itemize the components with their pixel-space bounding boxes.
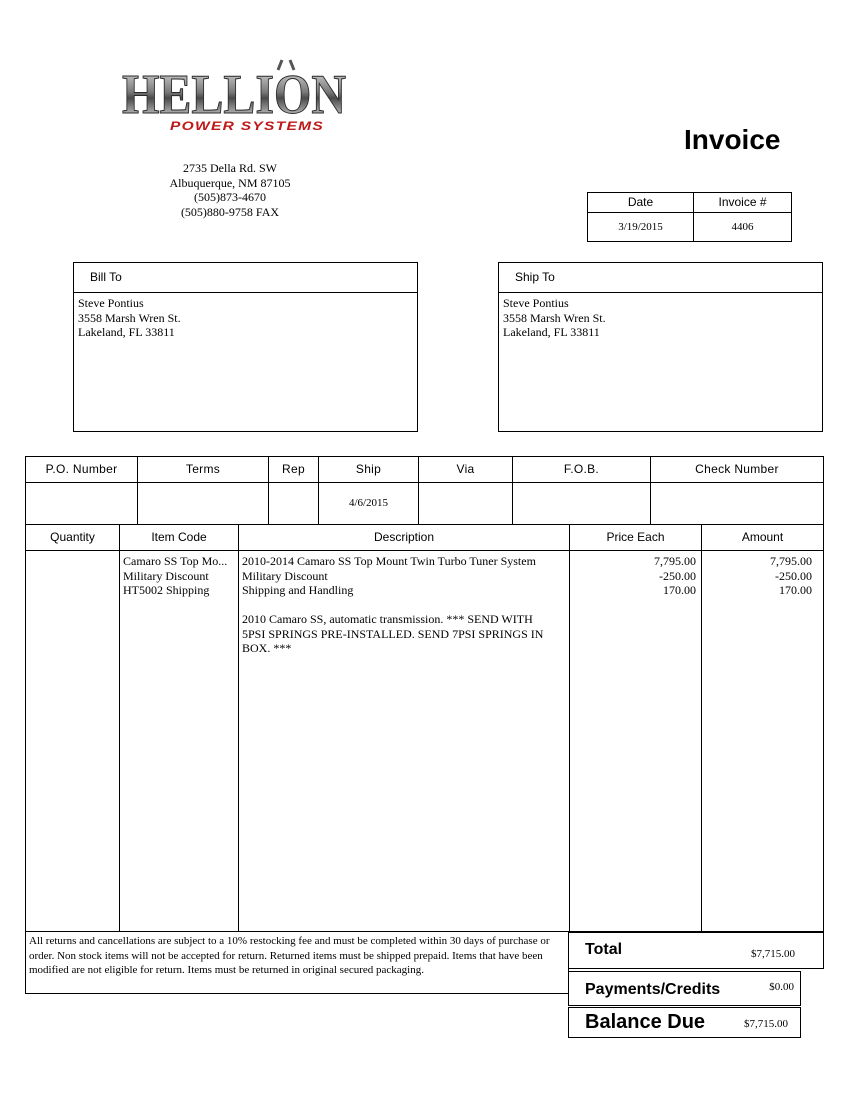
item-price: 7,795.00: [654, 554, 696, 568]
price-each-header: Price Each: [606, 530, 665, 544]
payments-label: Payments/Credits: [585, 981, 721, 998]
quantity-header: Quantity: [50, 530, 95, 544]
invoice-title: Invoice: [684, 124, 781, 155]
payments-box: [568, 971, 801, 1006]
item-note: BOX. ***: [242, 641, 292, 655]
total-label: Total: [585, 941, 623, 958]
invoice-meta-box: [587, 192, 792, 242]
item-code-column: [123, 554, 237, 598]
bill-to-name: Steve Pontius: [78, 296, 144, 310]
ship-date-value: 4/6/2015: [348, 497, 389, 509]
ship-header: Ship: [355, 462, 382, 476]
item-amount: 7,795.00: [770, 554, 812, 568]
ship-to-street: 3558 Marsh Wren St.: [503, 310, 606, 325]
balance-due-box: [568, 1007, 801, 1038]
balance-due-label: Balance Due: [585, 1011, 706, 1033]
invoice-number-header: Invoice #: [694, 193, 791, 213]
company-street: 2735 Della Rd. SW: [183, 161, 277, 175]
total-box: [568, 932, 824, 969]
date-header: Date: [588, 193, 693, 213]
terms-header: Terms: [185, 462, 221, 476]
fob-header: F.O.B.: [563, 462, 600, 476]
bill-to-label: Bill To: [74, 263, 417, 293]
item-amount: 170.00: [779, 583, 812, 597]
item-code: Military Discount: [123, 568, 209, 583]
po-number-header: P.O. Number: [45, 462, 118, 476]
bill-to-street: 3558 Marsh Wren St.: [78, 310, 181, 325]
terms-value: [138, 483, 268, 524]
item-price: 170.00: [663, 583, 696, 597]
description-header: Description: [373, 530, 435, 544]
check-number-value: [651, 483, 823, 524]
ship-to-name: Steve Pontius: [503, 296, 569, 310]
fob-value: [513, 483, 650, 524]
ship-to-box: [498, 262, 823, 432]
item-code: Camaro SS Top Mo...: [123, 554, 228, 568]
item-amount: -250.00: [775, 568, 812, 583]
bill-to-city: Lakeland, FL 33811: [78, 325, 175, 339]
check-number-header: Check Number: [695, 462, 779, 476]
item-note: 5PSI SPRINGS PRE-INSTALLED. SEND 7PSI SPRINGS IN: [242, 626, 544, 641]
amount-column: [702, 554, 812, 598]
via-value: [419, 483, 512, 524]
ship-to-label: Ship To: [499, 263, 822, 293]
company-phone: (505)873-4670: [194, 190, 266, 204]
ship-to-city: Lakeland, FL 33811: [503, 325, 600, 339]
invoice-date: 3/19/2015: [618, 221, 663, 233]
item-note: 2010 Camaro SS, automatic transmission. *** SEND WITH: [242, 612, 533, 626]
balance-due-value: $7,715.00: [744, 1018, 788, 1030]
item-description: Shipping and Handling: [242, 583, 354, 597]
item-code-header: Item Code: [151, 530, 207, 544]
hellion-logo: [118, 58, 350, 138]
via-header: Via: [456, 462, 475, 476]
rep-value: [269, 483, 318, 524]
bill-to-box: [73, 262, 418, 432]
invoice-number: 4406: [731, 221, 754, 233]
price-column: [570, 554, 696, 598]
logo-subtitle: POWER SYSTEMS: [170, 119, 324, 133]
total-value: $7,715.00: [751, 948, 795, 960]
item-description: 2010-2014 Camaro SS Top Mount Twin Turbo Tuner System: [242, 554, 536, 568]
company-city: Albuquerque, NM 87105: [169, 175, 291, 190]
return-policy-text: All returns and cancellations are subject to a 10% restocking fee and must be completed within 30 days of purchase or order. Non stock items will not be accepted for return. Returned items must be shipped prepaid. Items that have been modified are not eligible for return. Items must be returned in original secured packaging.: [25, 932, 569, 994]
logo-title: HELLION: [122, 64, 346, 126]
po-number-value: [26, 483, 137, 524]
description-column: [242, 554, 567, 656]
company-fax: (505)880-9758 FAX: [180, 204, 280, 219]
item-price: -250.00: [659, 568, 696, 583]
item-code: HT5002 Shipping: [123, 583, 210, 597]
line-items-table: [25, 524, 824, 932]
payments-value: $0.00: [769, 981, 794, 993]
order-info-table: [25, 456, 824, 525]
company-address: [130, 161, 330, 219]
rep-header: Rep: [282, 462, 305, 476]
amount-header: Amount: [741, 530, 784, 544]
item-description: Military Discount: [242, 568, 328, 583]
